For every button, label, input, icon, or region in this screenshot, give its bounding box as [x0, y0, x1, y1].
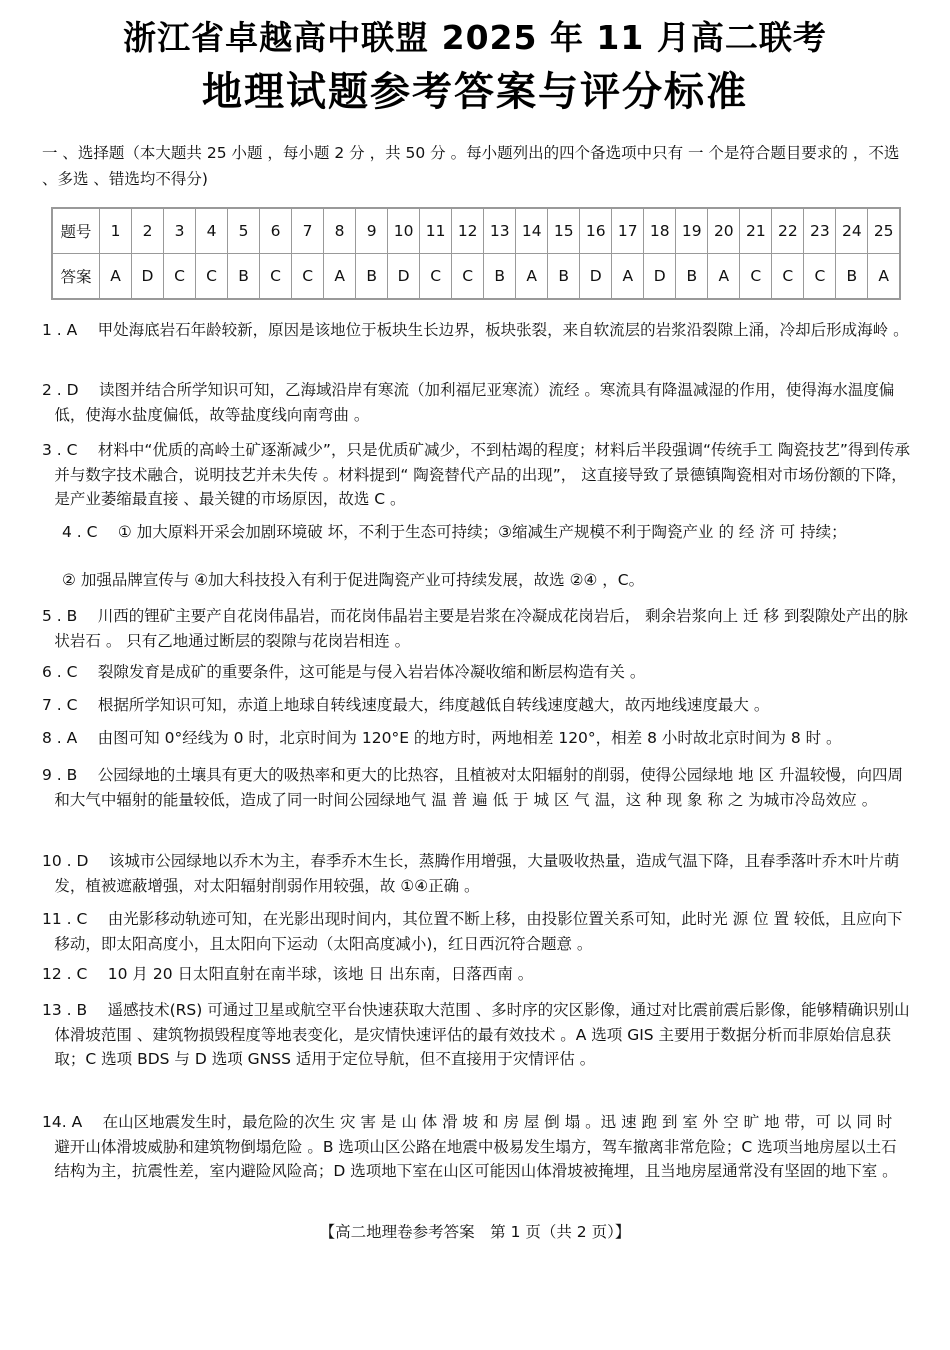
answer-cell: A — [516, 254, 548, 300]
question-number: 20 — [708, 208, 740, 254]
question-number: 12 — [452, 208, 484, 254]
answer-cell: B — [676, 254, 708, 300]
answer-cell: C — [804, 254, 836, 300]
explanation-13: 13 . B 遥感技术(RS) 可通过卫星或航空平台快速获取大范围 、多时序的灾区影像，通过对比震前震后影像，能够精确识别山体滑坡范围 、建筑物损毁程度等地表变化，是灾情快速评估的最有效技术 。A 选项 GIS 主要用于数据分析而非原始信息获取；C 选项 BDS 与 D 选项 GNSS 适用于定位导航，但不直接用于灾情评估 。 — [42, 1001, 910, 1068]
explanation-4-continued: ② 加强品牌宣传与 ④加大科技投入有利于促进陶瓷产业可持续发展，故选 ②④ ，C。 — [62, 571, 645, 589]
section-intro: 一 、选择题（本大题共 25 小题 ，每小题 2 分 ，共 50 分 。每小题列出的四个备选项中只有 一 个是符合题目要求的 ，不选 、多选 、错选均不得分) — [42, 144, 900, 188]
question-number: 3 — [164, 208, 196, 254]
answer-cell: C — [740, 254, 772, 300]
answer-cell: B — [228, 254, 260, 300]
answer-cell: C — [772, 254, 804, 300]
question-number: 7 — [292, 208, 324, 254]
question-number: 1 — [100, 208, 132, 254]
answer-cell: B — [356, 254, 388, 300]
answer-cell: A — [324, 254, 356, 300]
question-number: 23 — [804, 208, 836, 254]
answer-cell: D — [580, 254, 612, 300]
answer-cell: D — [388, 254, 420, 300]
answer-cell: B — [548, 254, 580, 300]
question-number: 25 — [868, 208, 900, 254]
answer-cell: A — [708, 254, 740, 300]
question-number: 13 — [484, 208, 516, 254]
explanation-14: 14. A 在山区地震发生时，最危险的次生 灾 害 是 山 体 滑 坡 和 房 屋 倒 塌 。迅 速 跑 到 室 外 空 旷 地 带，可 以 同 时 避开山体滑坡威胁和建筑物倒塌危险 。B 选项山区公路在地震中极易发生塌方，驾车撤离非常危险；C 选项当地房屋以土石结构为主，抗震性差，室内避险风险高；D 选项地下室在山区可能因山体滑坡被掩埋，且当地房屋通常没有坚固的地下室 。 — [42, 1113, 898, 1180]
row-label-answer: 答案 — [52, 254, 100, 300]
answer-table — [51, 207, 901, 300]
question-number: 21 — [740, 208, 772, 254]
question-number: 18 — [644, 208, 676, 254]
explanation-9: 9 . B 公园绿地的土壤具有更大的吸热率和更大的比热容，且植被对太阳辐射的削弱，使得公园绿地 地 区 升温较慢，向四周和大气中辐射的能量较低，造成了同一时间公园绿地气 温 普 遍 低 于 城 区 气 温，这 种 现 象 称 之 为城市冷岛效应 。 — [42, 766, 903, 809]
answer-cell: C — [452, 254, 484, 300]
answer-cell: A — [868, 254, 900, 300]
answer-cell: C — [292, 254, 324, 300]
question-number: 6 — [260, 208, 292, 254]
answer-cell: D — [644, 254, 676, 300]
explanation-12: 12 . C 10 月 20 日太阳直射在南半球，该地 日 出东南，日落西南 。 — [42, 965, 534, 983]
answer-cell: D — [132, 254, 164, 300]
explanation-11: 11 . C 由光影移动轨迹可知，在光影出现时间内，其位置不断上移，由投影位置关系可知，此时光 源 位 置 较低，且应向下移动，即太阳高度小，且太阳向下运动（太阳高度减小)，红日西沉符合题意 。 — [42, 910, 903, 953]
answer-cell: A — [612, 254, 644, 300]
question-number: 17 — [612, 208, 644, 254]
answer-cell: A — [100, 254, 132, 300]
question-number: 10 — [388, 208, 420, 254]
explanation-1: 1 . A 甲处海底岩石年龄较新，原因是该地位于板块生长边界，板块张裂，来自软流层的岩浆沿裂隙上涌，冷却后形成海岭 。 — [42, 321, 909, 339]
document-subtitle: 地理试题参考答案与评分标准 — [202, 69, 748, 115]
question-number: 5 — [228, 208, 260, 254]
explanation-7: 7 . C 根据所学知识可知，赤道上地球自转线速度最大，纬度越低自转线速度越大，故丙地线速度最大 。 — [42, 696, 770, 714]
explanation-4: 4 . C ① 加大原料开采会加剧环境破 坏，不利于生态可持续；③缩减生产规模不利于陶瓷产业 的 经 济 可 持续； — [62, 523, 847, 541]
answer-cell: C — [420, 254, 452, 300]
question-number: 24 — [836, 208, 868, 254]
question-number: 16 — [580, 208, 612, 254]
question-number: 14 — [516, 208, 548, 254]
explanation-8: 8 . A 由图可知 0°经线为 0 时，北京时间为 120°E 的地方时，两地相差 120°，相差 8 小时故北京时间为 8 时 。 — [42, 729, 842, 747]
explanation-3: 3 . C 材料中“优质的高岭土矿逐渐减少”，只是优质矿减少，不到枯竭的程度；材料后半段强调“传统手工 陶瓷技艺”得到传承并与数字技术融合，说明技艺并未失传 。材料提到“ 陶瓷替代产品的出现”， 这直接导致了景德镇陶瓷相对市场份额的下降，是产业萎缩最直接 、最关键的市场原因，故选 C 。 — [42, 441, 910, 508]
document-title: 浙江省卓越高中联盟 2025 年 11 月高二联考 — [123, 18, 827, 57]
answer-table-answer-row — [52, 254, 900, 300]
answer-cell: C — [196, 254, 228, 300]
question-number: 9 — [356, 208, 388, 254]
explanation-6: 6 . C 裂隙发育是成矿的重要条件，这可能是与侵入岩岩体冷凝收缩和断层构造有关 。 — [42, 663, 646, 681]
question-number: 2 — [132, 208, 164, 254]
answer-table-number-row — [52, 208, 900, 254]
answer-cell: C — [260, 254, 292, 300]
question-number: 11 — [420, 208, 452, 254]
answer-cell: B — [484, 254, 516, 300]
answer-cell: C — [164, 254, 196, 300]
row-label-number: 题号 — [52, 208, 100, 254]
explanation-2: 2 . D 读图并结合所学知识可知，乙海域沿岸有寒流（加利福尼亚寒流）流经 。寒流具有降温减湿的作用，使得海水温度偏低，使海水盐度偏低，故等盐度线向南弯曲 。 — [42, 381, 895, 424]
question-number: 4 — [196, 208, 228, 254]
question-number: 22 — [772, 208, 804, 254]
question-number: 15 — [548, 208, 580, 254]
page-footer: 【高二地理卷参考答案 第 1 页（共 2 页）】 — [319, 1223, 631, 1241]
explanation-10: 10 . D 该城市公园绿地以乔木为主，春季乔木生长，蒸腾作用增强，大量吸收热量，造成气温下降，且春季落叶乔木叶片萌发，植被遮蔽增强，对太阳辐射削弱作用较强，故 ①④正确 。 — [42, 852, 900, 895]
explanation-5: 5 . B 川西的锂矿主要产自花岗伟晶岩，而花岗伟晶岩主要是岩浆在冷凝成花岗岩后， 剩余岩浆向上 迁 移 到裂隙处产出的脉状岩石 。 只有乙地通过断层的裂隙与花岗岩相连 。 — [42, 607, 908, 650]
question-number: 8 — [324, 208, 356, 254]
answer-cell: B — [836, 254, 868, 300]
question-number: 19 — [676, 208, 708, 254]
